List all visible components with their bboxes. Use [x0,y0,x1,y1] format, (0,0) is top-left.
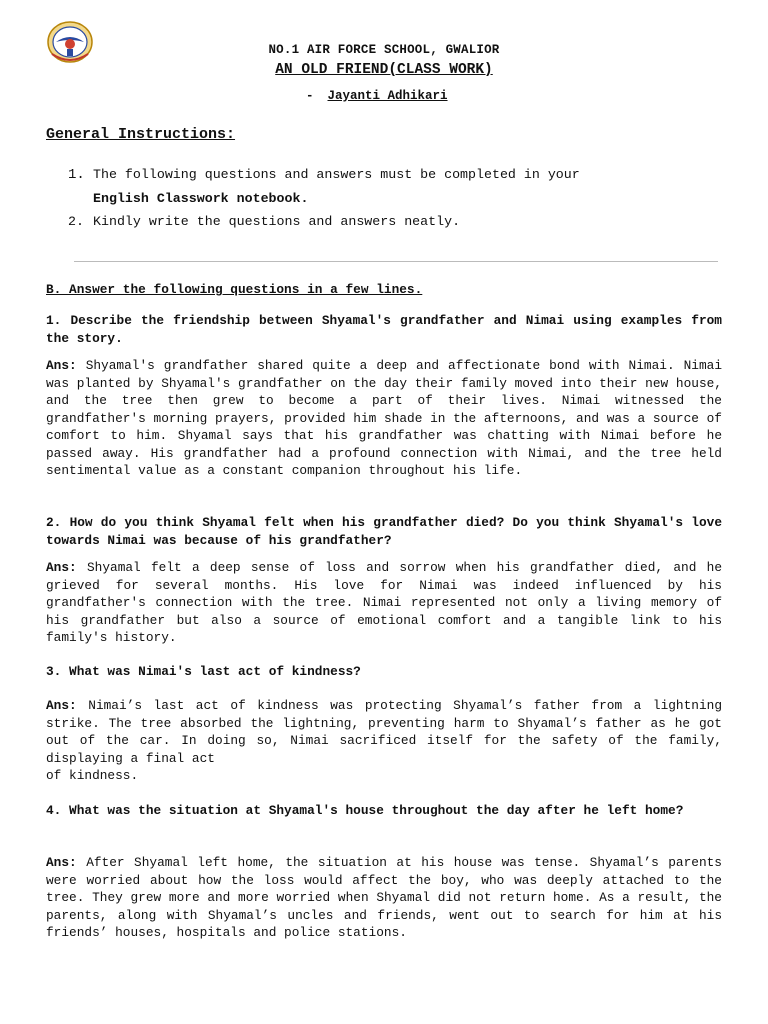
answer-text: Nimai’s last act of kindness was protecting Shyamal’s father from a lightning strike. The tree absorbed the lightning, preventing harm to Shyamal’s father as he got out of the car. In doing so, Nimai sacrificed itself for the safety of the family, displaying a final act [46,698,723,766]
page-title [0,62,768,78]
section-heading: B. Answer the following questions in a few lines. [46,282,423,297]
answer-3 [46,697,722,785]
author-dash: - [306,89,314,103]
answer-text: After Shyamal left home, the situation at his house was tense. Shyamal’s parents were worried about how the loss would affect the boy, who was deeply attached to the tree. They grew more and more worried when Shyamal did not return home. As a result, the parents, along with Shyamal’s uncles and friends, went out to search for him at his friends’ houses, hospitals and police stations. [46,855,722,940]
title-text: AN OLD FRIEND(CLASS WORK) [275,62,493,78]
answer-4 [46,854,722,942]
instruction-text-cont: English Classwork notebook. [93,191,309,206]
answer-label: Ans: [46,698,77,713]
instruction-text: The following questions and answers must be completed in your [93,167,580,182]
instructions-heading: General Instructions: [46,126,236,143]
answer-label: Ans: [46,358,77,373]
instruction-number: 1. [68,167,85,183]
question-1: 1. Describe the friendship between Shyamal's grandfather and Nimai using examples from the story. [46,313,722,346]
author-line [306,89,448,103]
school-emblem-icon [46,20,94,64]
question-3: 3. What was Nimai's last act of kindness? [46,664,361,679]
answer-text-cont: of kindness. [46,768,139,783]
answer-text: Shyamal's grandfather shared quite a deep and affectionate bond with Nimai. Nimai was planted by Shyamal's grandfather on the day their family moved into their new house, and the tree then grew to become a part of their lives. Nimai witnessed the grandfather's morning prayers, provided him shade in the afternoons, and was a source of comfort to him. Shyamal says that his grandfather was chatting with Nimai before he passed away. His grandfather had a profound connection with Nimai, and the tree held sentimental value as a constant companion throughout his life. [46,358,722,478]
answer-1 [46,357,722,480]
answer-label: Ans: [46,855,77,870]
instruction-text: Kindly write the questions and answers neatly. [93,214,461,229]
author-name: Jayanti Adhikari [327,89,448,103]
answer-label: Ans: [46,560,77,575]
question-2: 2. How do you think Shyamal felt when his grandfather died? Do you think Shyamal's love towards Nimai was because of his grandfather? [46,515,722,548]
question-4: 4. What was the situation at Shyamal's house throughout the day after he left home? [46,803,684,818]
divider [74,261,718,262]
answer-text: Shyamal felt a deep sense of loss and sorrow when his grandfather died, and he grieved for several months. His love for Nimai was indeed influenced by his grandfather's connection with the tree. Nimai represented not only a living memory of his grandfather but also a source of emotional comfort and a tangible link to his family's history. [46,560,722,645]
school-name: NO.1 AIR FORCE SCHOOL, GWALIOR [268,43,500,57]
instruction-number: 2. [68,214,84,229]
answer-2 [46,559,722,647]
